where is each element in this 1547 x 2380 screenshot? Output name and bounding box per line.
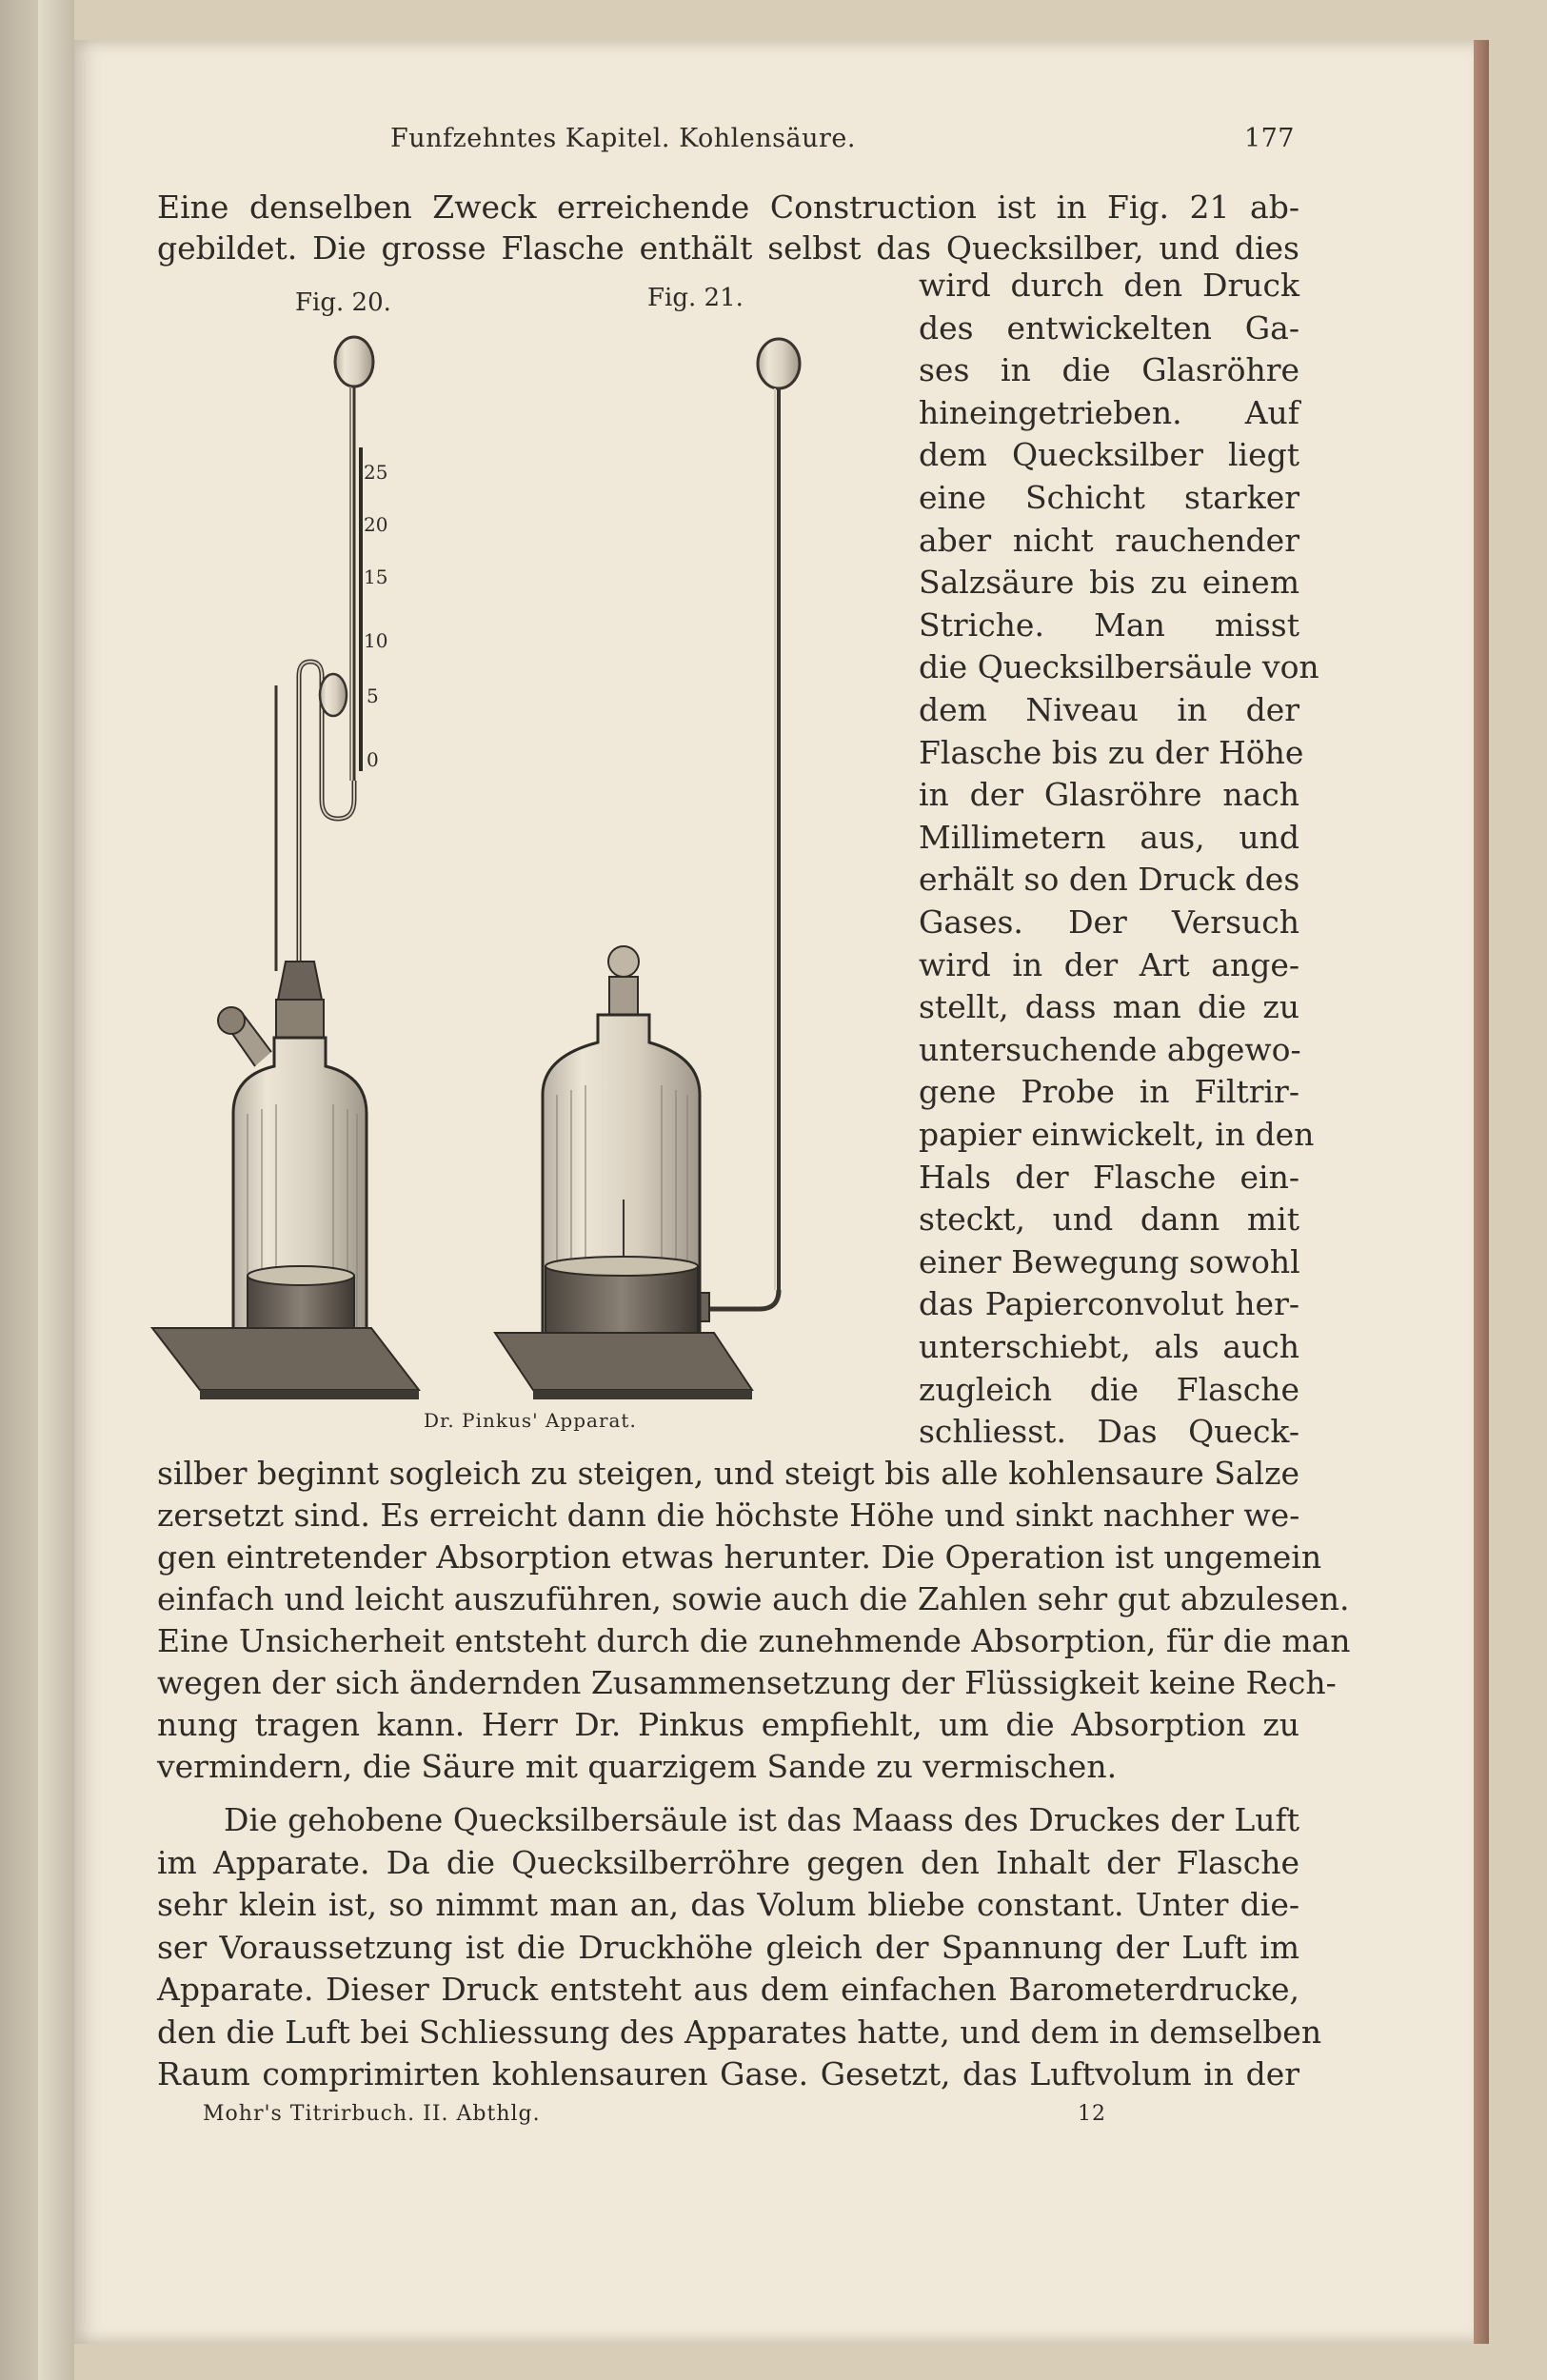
text-line: unterschiebt, als auch — [919, 1328, 1299, 1365]
text-line: Millimetern aus, und — [919, 818, 1299, 856]
apparatus-illustration — [143, 305, 904, 1428]
scale-tick: 25 — [364, 461, 388, 484]
text-line: einer Bewegung sowohl — [919, 1242, 1300, 1280]
text-line: Striche. Man misst — [919, 605, 1299, 644]
fig21-label: Fig. 21. — [647, 284, 744, 312]
page-edge — [1474, 40, 1489, 2344]
scale-tick: 10 — [364, 629, 388, 652]
text-line: eine Schicht starker — [919, 479, 1299, 516]
text-line: wegen der sich ändernden Zusammensetzung der Flüssigkeit keine Rech- — [157, 1664, 1337, 1701]
text-line: wird in der Art ange- — [919, 945, 1299, 983]
chapter-title: Funfzehntes Kapitel. Kohlensäure. — [390, 124, 856, 153]
text-line: in der Glasröhre nach — [919, 776, 1299, 814]
figure-caption: Dr. Pinkus' Apparat. — [424, 1409, 637, 1432]
text-line: aber nicht rauchender — [919, 521, 1299, 559]
text-line: gene Probe in Filtrir- — [919, 1073, 1299, 1111]
page-number: 177 — [1243, 124, 1295, 153]
text-line: einfach und leicht auszuführen, sowie auch die Zahlen sehr gut abzulesen. — [157, 1580, 1350, 1617]
text-line: Apparate. Dieser Druck entsteht aus dem einfachen Barometerdrucke, — [157, 1971, 1299, 2008]
text-line: ses in die Glasröhre — [919, 351, 1299, 389]
text-line: Gases. Der Versuch — [919, 903, 1299, 941]
text-line: Die gehobene Quecksilbersäule ist das Maass des Druckes der Luft — [224, 1801, 1299, 1838]
text-line: Salzsäure bis zu einem — [919, 564, 1299, 602]
text-line: untersuchende abgewo- — [919, 1030, 1301, 1068]
text-line: vermindern, die Säure mit quarzigem Sande zu vermischen. — [157, 1748, 1118, 1785]
sheet-number: 12 — [1078, 2102, 1106, 2126]
text-line: den die Luft bei Schliessung des Apparates hatte, und dem in demselben — [157, 2013, 1322, 2051]
scale-tick: 20 — [364, 513, 388, 536]
scale-tick: 5 — [367, 684, 379, 707]
scale-tick: 0 — [367, 748, 379, 771]
text-line: schliesst. Das Queck- — [919, 1413, 1299, 1451]
fig20-label: Fig. 20. — [295, 288, 391, 317]
text-line: steckt, und dann mit — [919, 1200, 1299, 1239]
text-line: zersetzt sind. Es erreicht dann die höchste Höhe und sinkt nachher we- — [157, 1497, 1300, 1534]
facing-page-edge — [38, 0, 74, 2380]
fig20-apparatus — [152, 337, 419, 1399]
text-line: dem Quecksilber liegt — [919, 436, 1299, 474]
text-line: Raum comprimirten kohlensauren Gase. Gesetzt, das Luftvolum in der — [157, 2055, 1299, 2092]
running-header — [124, 124, 1295, 162]
text-line: sehr klein ist, so nimmt man an, das Volum bliebe constant. Unter die- — [157, 1886, 1299, 1923]
text-line: im Apparate. Da die Quecksilberröhre gegen den Inhalt der Flasche — [157, 1843, 1299, 1881]
text-line: stellt, dass man die zu — [919, 988, 1299, 1026]
text-line: das Papierconvolut her- — [919, 1285, 1299, 1323]
text-line: silber beginnt sogleich zu steigen, und steigt bis alle kohlensaure Salze — [157, 1455, 1299, 1492]
text-line: gebildet. Die grosse Flasche enthält selbst das Quecksilber, und dies — [157, 229, 1299, 267]
text-line: hineingetrieben. Auf — [919, 393, 1299, 431]
text-line: die Quecksilbersäule von — [919, 648, 1319, 686]
footer-signature: Mohr's Titrirbuch. II. Abthlg. — [203, 2102, 541, 2126]
text-line: Eine Unsicherheit entsteht durch die zunehmende Absorption, für die man — [157, 1622, 1351, 1659]
text-line: erhält so den Druck des — [919, 861, 1300, 899]
text-line: des entwickelten Ga- — [919, 308, 1299, 347]
text-line: Eine denselben Zweck erreichende Construction ist in Fig. 21 ab- — [157, 188, 1299, 226]
text-line: nung tragen kann. Herr Dr. Pinkus empfiehlt, um die Absorption zu — [157, 1706, 1299, 1743]
scale-tick: 15 — [364, 565, 388, 588]
text-line: wird durch den Druck — [919, 267, 1299, 304]
text-line: Hals der Flasche ein- — [919, 1158, 1299, 1196]
text-line: zugleich die Flasche — [919, 1370, 1299, 1408]
text-line: papier einwickelt, in den — [919, 1116, 1315, 1153]
text-line: dem Niveau in der — [919, 691, 1299, 728]
text-line: Flasche bis zu der Höhe — [919, 733, 1304, 771]
text-line: gen eintretender Absorption etwas herunter. Die Operation ist ungemein — [157, 1538, 1322, 1576]
text-line: ser Voraussetzung ist die Druckhöhe gleich der Spannung der Luft im — [157, 1928, 1299, 1966]
fig21-apparatus — [495, 339, 800, 1399]
